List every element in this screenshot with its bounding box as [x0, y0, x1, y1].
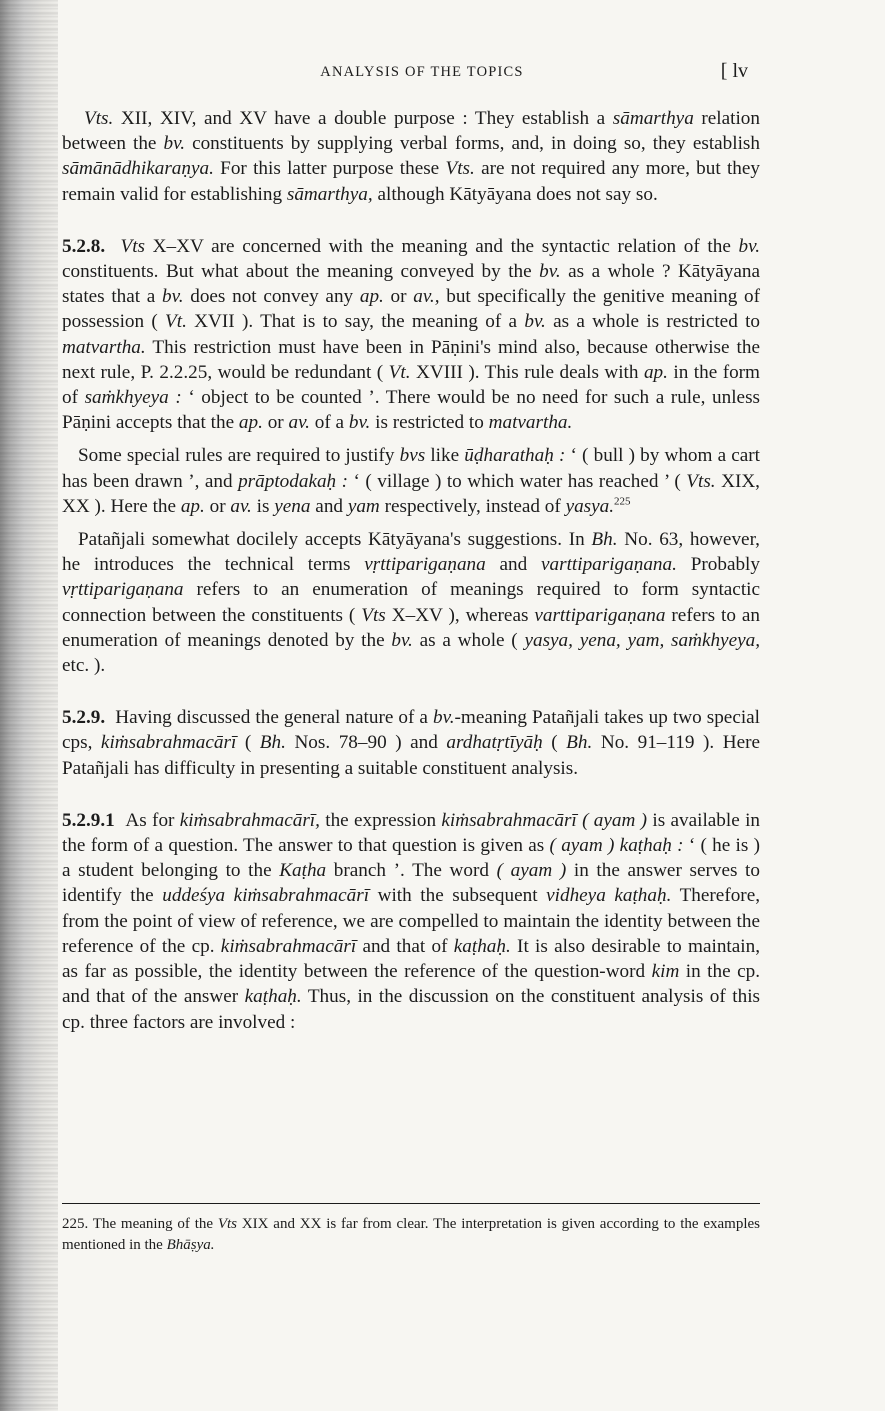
- text-run: No. 63, however, he introduces the technical terms: [62, 529, 760, 576]
- text-run: -meaning Patañjali takes up two special cps,: [62, 707, 761, 754]
- italic-term: Bhāṣya.: [166, 1237, 215, 1253]
- italic-term: bv.: [524, 311, 546, 333]
- footnote-area: [62, 1203, 760, 1256]
- text-run: although Kātyāyana does not say so.: [372, 183, 658, 205]
- text-run: etc. ).: [62, 655, 106, 677]
- italic-term: bv.: [391, 629, 413, 651]
- text-run: As for: [125, 809, 180, 831]
- text-run: constituents. But what about the meaning conveyed by the: [62, 261, 540, 283]
- italic-term: kiṁsabrahmacārī ( ayam ): [441, 809, 648, 831]
- body-text: [62, 106, 760, 1035]
- italic-term: bvs: [399, 445, 426, 467]
- paragraph: [62, 808, 760, 1035]
- text-run: as a whole ? Kātyāyana states that a: [62, 261, 760, 308]
- italic-term: kim: [651, 961, 680, 983]
- italic-term: prāptodakaḥ :: [238, 470, 349, 492]
- italic-term: uddeśya kiṁsabrahmacārī: [162, 885, 370, 907]
- text-run: It is also desirable to maintain, as far as possible, the identity between the reference of the question-word: [62, 935, 760, 983]
- text-run: X–XV are concerned with the meaning and the syntactic relation of the: [145, 235, 739, 257]
- italic-term: ( ayam ) kaṭhaḥ :: [549, 835, 684, 857]
- italic-term: av.: [230, 495, 252, 517]
- italic-term: kiṁsabrahmacārī,: [179, 809, 320, 831]
- text-run: does not convey any: [183, 286, 360, 308]
- text-run: constituents by supplying verbal forms, and, in doing so, they establish: [185, 133, 760, 155]
- text-run: the expression: [319, 809, 442, 831]
- italic-term: kiṁsabrahmacārī: [100, 732, 237, 754]
- text-run: and that of: [356, 935, 454, 957]
- italic-term: Vts.: [84, 108, 114, 129]
- footnote: [62, 1214, 760, 1256]
- italic-term: matvartha.: [488, 412, 573, 434]
- text-run: Thus, in the discussion on the constituent analysis of this cp. three factors are involved :: [62, 986, 760, 1033]
- italic-term: bv.: [539, 261, 561, 283]
- italic-term: ap.: [359, 286, 384, 308]
- italic-term: kaṭhaḥ.: [453, 935, 511, 957]
- italic-term: ardhatṛtīyāḥ: [446, 732, 543, 754]
- italic-term: Vt.: [165, 311, 187, 333]
- italic-term: vṛttiparigaṇana: [364, 554, 486, 576]
- text-run: ‘ object to be counted ’. There would be no need for such a rule, unless Pāṇini accepts that the: [62, 387, 760, 434]
- text-run: XVIII ). This rule deals with: [410, 361, 644, 383]
- italic-term: bv.: [348, 412, 371, 434]
- text-run: branch ’. The word: [326, 860, 497, 882]
- text-run: in the answer serves to identify the: [62, 860, 760, 907]
- text-run: Patañjali somewhat docilely accepts Kātyāyana's suggestions. In: [78, 529, 592, 551]
- text-run: ‘ ( he is ) a student belonging to the: [62, 835, 761, 882]
- scanned-binding-edge: [0, 0, 58, 1411]
- text-run: X–XV ), whereas: [385, 604, 535, 626]
- italic-term: yam: [347, 495, 380, 517]
- italic-term: Bh.: [591, 529, 618, 551]
- italic-term: bv.: [163, 133, 185, 155]
- italic-term: vṛttiparigaṇana: [62, 579, 184, 601]
- italic-term: Kaṭha: [279, 860, 327, 882]
- text-run: in the form of: [62, 361, 760, 409]
- italic-term: sāmarthya,: [286, 183, 373, 205]
- text-run: Having discussed the general nature of a: [115, 707, 434, 729]
- text-run: like: [425, 445, 465, 467]
- italic-term: ap.: [643, 361, 668, 383]
- italic-term: av.,: [413, 286, 440, 308]
- text-run: is available in the form of a question. The answer to that question is given as: [62, 809, 760, 857]
- italic-term: ap.: [180, 495, 205, 517]
- paragraph: [62, 527, 760, 678]
- section-number: 5.2.9.1: [62, 809, 115, 831]
- text-run: of a: [309, 412, 349, 434]
- text-run: with the subsequent: [369, 885, 547, 907]
- italic-term: Vts.: [445, 158, 475, 180]
- text-run: or: [204, 495, 231, 517]
- italic-term: matvartha.: [62, 336, 146, 358]
- italic-term: Vt.: [388, 361, 411, 383]
- paragraph: [62, 106, 760, 207]
- text-run: respectively, instead of: [379, 495, 566, 517]
- text-run: Nos. 78–90 ) and: [285, 732, 447, 754]
- italic-term: Vts: [120, 235, 146, 257]
- text-run: as a whole is restricted to: [545, 311, 761, 333]
- running-title: ANALYSIS OF THE TOPICS: [320, 64, 524, 80]
- text-run: (: [542, 732, 567, 754]
- text-run: relation between the: [62, 108, 760, 155]
- text-run: in the cp. and that of the answer: [62, 961, 760, 1008]
- italic-term: yasya, yena, yam, saṁkhyeya,: [524, 629, 760, 651]
- text-run: Therefore, from the point of view of reference, we are compelled to maintain the identity between the reference of the cp.: [62, 885, 761, 957]
- text-run: but specifically the genitive meaning of possession (: [62, 286, 760, 333]
- italic-term: Bh.: [566, 732, 593, 754]
- text-run: XVII ). That is to say, the meaning of a: [186, 311, 525, 333]
- italic-term: bv.: [162, 286, 184, 308]
- footnote-ref: 225: [614, 495, 631, 508]
- paragraph: [62, 443, 760, 519]
- italic-term: Vts: [217, 1216, 238, 1232]
- text-run: ‘ ( bull ) by whom a cart has been drawn ’, and: [62, 445, 760, 492]
- text-run: XII, XIV, and XV have a double purpose : They establish a: [113, 108, 613, 129]
- text-run: No. 91–119 ). Here Patañjali has difficulty in presenting a suitable constituent analysis.: [62, 732, 761, 779]
- italic-term: Vts.: [686, 470, 716, 492]
- text-run: refers to an enumeration of meanings denoted by the: [62, 604, 760, 651]
- italic-term: varttiparigaṇana: [534, 604, 666, 626]
- text-run: Probably: [676, 554, 760, 576]
- text-run: is restricted to: [370, 412, 489, 434]
- text-run: as a whole (: [412, 629, 525, 651]
- italic-term: ap.: [238, 412, 263, 434]
- italic-term: varttiparigaṇana.: [541, 554, 677, 576]
- italic-term: yena: [274, 495, 311, 517]
- text-run: Some special rules are required to justify: [78, 445, 400, 467]
- section-number: 5.2.9.: [62, 707, 106, 729]
- italic-term: sāmarthya: [612, 108, 694, 129]
- footnote-number: 225.: [62, 1216, 89, 1232]
- text-run: or: [262, 412, 289, 434]
- text-run: ‘ ( village ) to which water has reached ’ (: [348, 470, 687, 492]
- paragraph: [62, 705, 760, 781]
- italic-term: Vts: [361, 604, 386, 626]
- italic-term: av.: [288, 412, 310, 434]
- text-run: is: [251, 495, 275, 517]
- running-header: [62, 60, 760, 86]
- italic-term: saṁkhyeya :: [84, 387, 182, 409]
- italic-term: bv.: [433, 707, 455, 729]
- text-run: The meaning of the: [92, 1216, 218, 1232]
- italic-term: kaṭhaḥ.: [244, 986, 302, 1008]
- paragraph: [62, 234, 760, 436]
- italic-term: sāmānādhikaraṇya.: [62, 158, 214, 180]
- text-run: and: [485, 554, 541, 576]
- text-run: For this latter purpose these: [213, 158, 446, 180]
- text-run: and: [310, 495, 348, 517]
- italic-term: vidheya kaṭhaḥ.: [546, 885, 672, 907]
- text-run: XIX and XX is far from clear. The interpretation is given according to the examples mentioned in the: [62, 1216, 760, 1253]
- text-run: This restriction must have been in Pāṇini's mind also, because otherwise the next rule, P. 2.2.25, would be redundant (: [62, 336, 760, 383]
- section-number: 5.2.8.: [62, 235, 106, 257]
- italic-term: ūḍharathaḥ :: [464, 445, 566, 467]
- italic-term: yasya.: [565, 495, 615, 517]
- italic-term: bv.: [738, 235, 761, 257]
- page-number: [ lv: [720, 60, 748, 82]
- text-run: or: [383, 286, 414, 308]
- italic-term: Bh.: [259, 732, 286, 754]
- italic-term: ( ayam ): [496, 860, 567, 882]
- text-run: XIX, XX ). Here the: [62, 470, 760, 517]
- italic-term: kiṁsabrahmacārī: [220, 935, 357, 957]
- text-run: refers to an enumeration of meanings required to form syntactic connection between the constituents (: [62, 579, 760, 626]
- text-run: (: [236, 732, 260, 754]
- text-run: are not required any more, but they remain valid for establishing: [62, 158, 761, 205]
